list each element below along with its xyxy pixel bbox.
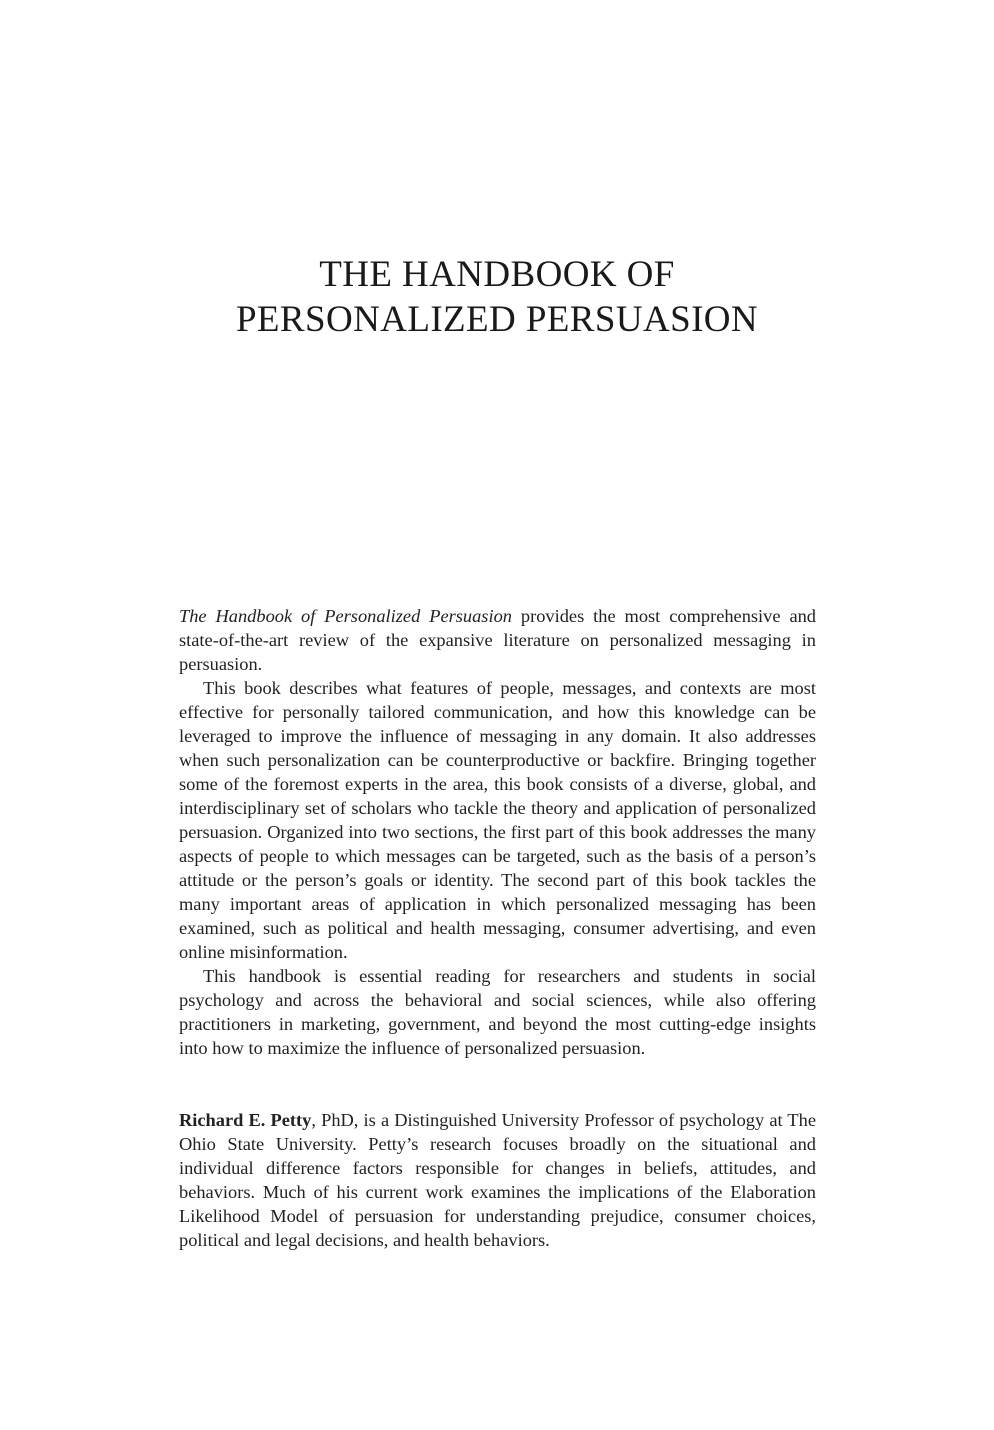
book-title-line-2: PERSONALIZED PERSUASION — [235, 299, 759, 340]
description-paragraph-1 — [179, 604, 816, 676]
book-title-italic: The Handbook of Personalized Persuasion — [179, 606, 512, 626]
book-title — [0, 252, 994, 342]
book-title-line-1: THE HANDBOOK OF — [319, 254, 675, 295]
description-paragraph-1-text: provides the most comprehensive and state-of-the-art review of the expansive literature on personalized messaging in persuasion. — [179, 606, 816, 674]
author-bio-text: , PhD, is a Distinguished University Professor of psychology at The Ohio State University. Petty’s research focuses broadly on the situational and individual difference factors responsible for changes in beliefs, attitudes, and behaviors. Much of his current work examines the implications of the Elaboration Likelihood Model of persuasion for understanding prejudice, consumer choices, political and legal decisions, and health behaviors. — [179, 1110, 816, 1250]
description-paragraph-2: This book describes what features of people, messages, and contexts are most effective for personally tailored communication, and how this knowledge can be leveraged to improve the influence of messaging in any domain. It also addresses when such personalization can be counterproductive or backfire. Bringing together some of the foremost experts in the area, this book consists of a diverse, global, and interdisciplinary set of scholars who tackle the theory and application of personalized persuasion. Organized into two sections, the first part of this book addresses the many aspects of people to which messages can be targeted, such as the basis of a person’s attitude or the person’s goals or identity. The second part of this book tackles the many important areas of application in which personalized messaging has been examined, such as political and health messaging, consumer advertising, and even online misinformation. — [179, 678, 816, 962]
author-bio — [179, 1108, 816, 1252]
author-name: Richard E. Petty — [179, 1110, 312, 1130]
description-paragraph-3: This handbook is essential reading for researchers and students in social psychology and across the behavioral and social sciences, while also offering practitioners in marketing, government, and beyond the most cutting-edge insights into how to maximize the influence of personalized persuasion. — [179, 966, 816, 1058]
book-description — [179, 604, 816, 1060]
